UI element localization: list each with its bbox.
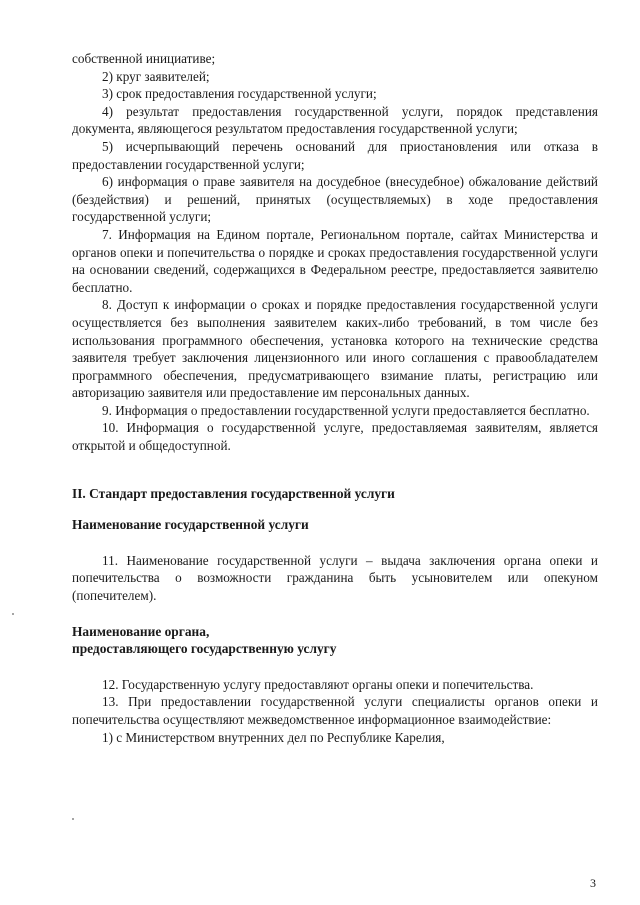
scan-speck [12,613,14,615]
paragraph-13-item-1: 1) с Министерством внутренних дел по Республике Карелия, [102,729,445,745]
subheading-authority-line-1: Наименование органа, [72,623,210,639]
subheading-service-name: Наименование государственной услуги [72,517,309,533]
paragraph-12: 12. Государственную услугу предоставляют органы опеки и попечительства. [102,676,534,692]
paragraph-11: 11. Наименование государственной услуги – выдача заключения органа опеки и попечительства о возможности гражданина быть усыновителем или опекуном (попечителем). [72,552,598,604]
list-item-4: 4) результат предоставления государственной услуги, порядок представления документа, являющегося результатом предоставления государственной услуги; [72,103,598,137]
paragraph-13: 13. При предоставлении государственной услуги специалисты органов опеки и попечительства осуществляют межведомственное информационное взаимодействие: [72,694,598,727]
paragraph-7: 7. Информация на Едином портале, Региональном портале, сайтах Министерства и органов опеки и попечительства о порядке и сроках предоставления государственной услуги на основании сведений, содержащихся в Федеральном реестре, предоставляется заявителю бесплатно. [72,226,598,295]
list-item-6: 6) информация о праве заявителя на досудебное (внесудебное) обжалование действий (бездействия) и решений, принятых (осуществляемых) в ходе предоставления государственной услуги; [72,174,598,225]
list-item-3: 3) срок предоставления государственной услуги; [102,86,377,102]
page-number: 3 [590,876,596,890]
document-body [72,50,598,746]
scan-speck [72,818,74,820]
paragraph-9: 9. Информация о предоставлении государственной услуги предоставляется бесплатно. [102,402,590,418]
list-item-2: 2) круг заявителей; [102,68,210,84]
section-title: II. Стандарт предоставления государственной услуги [72,485,395,501]
paragraph-8: 8. Доступ к информации о сроках и порядке предоставления государственной услуги осуществляется без выполнения заявителем каких-либо требований, в том числе без использования программного обеспечения, установка которого на технические средства заявителя требует заключения лицензионного или иного соглашения с правообладателем программного обеспечения, предусматривающего взимание платы, регистрацию или авторизацию заявителя или предоставление им персональных данных. [72,297,598,401]
subheading-authority-line-2: предоставляющего государственную услугу [72,641,337,657]
paragraph-10: 10. Информация о государственной услуге, предоставляемая заявителям, является открытой и общедоступной. [72,420,598,454]
paragraph-intro: собственной инициативе; [72,51,216,66]
list-item-5: 5) исчерпывающий перечень оснований для приостановления или отказа в предоставлении государственной услуги; [72,138,598,172]
